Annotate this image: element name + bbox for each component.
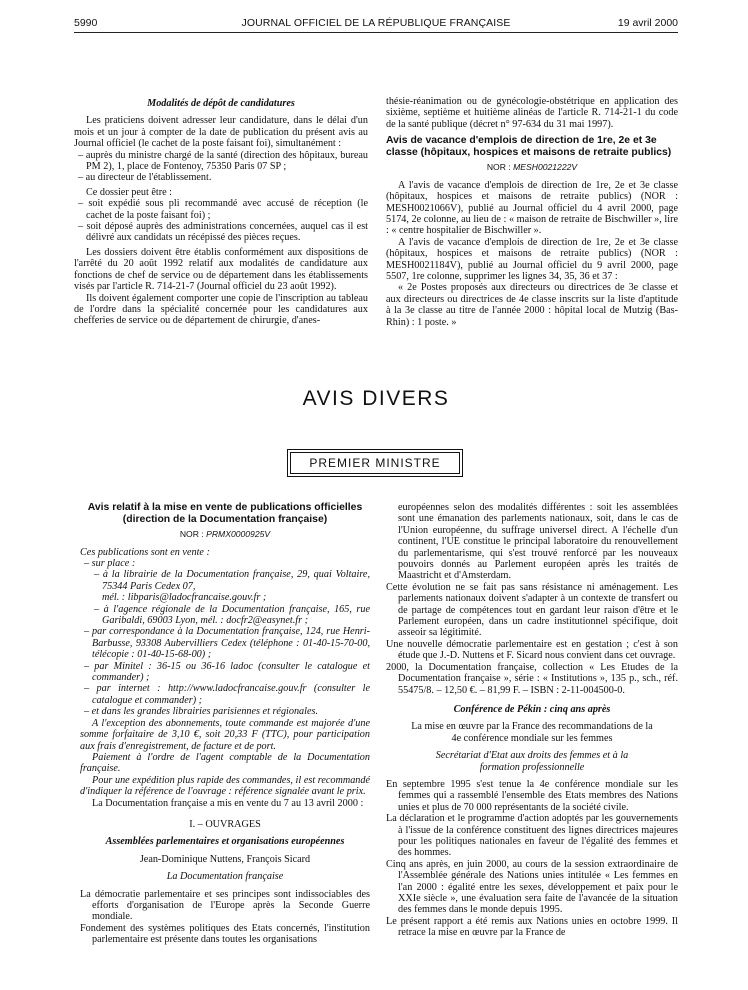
paragraph: A l'avis de vacance d'emplois de direction de 1re, 2e et 3e classe (hôpitaux, hospices et maisons de retraite publics) (NOR : MESH0021184V), publié au Journal officiel du 9 avril 2000, page 5507, 1re colonne, supprimer les lignes 34, 35, 36 et 37 : — [386, 236, 678, 283]
section-title: I. – OUVRAGES — [189, 818, 261, 830]
book-publisher: Secrétariat d'Etat aux droits des femmes et à la formation professionnelle — [435, 750, 629, 773]
paragraph: Cette évolution ne se fait pas sans résistance ni aménagement. Les parlements nationaux doivent s'adapter à un contexte de transfert ou de partage de compétences tout en gardant leur raison d'être et le Parlement européen, dans un cadre institutionnel spécifique, doit asseoir sa légitimité. — [386, 581, 678, 639]
paragraph: Les praticiens doivent adresser leur candidature, dans le délai d'un mois et un jour à compter de la date de publication du présent avis au Journal officiel (le cachet de la poste faisant foi), simultanément : — [74, 115, 368, 150]
nor-reference: NOR : MESH0021222V — [486, 162, 578, 173]
paragraph: Cinq ans après, en juin 2000, au cours de la session extraordinaire de l'Assemblée générale des Nations unies intitulée « Les femmes en l'an 2000 : égalité entre les sexes, développement et paix pour le XXIe siècle », une évaluation sera faite de l'avancée de la situation des femmes dans le monde depuis 1995. — [386, 858, 678, 916]
list-item: – à la librairie de la Documentation française, 29, quai Voltaire, 75344 Paris Cedex 07, — [94, 569, 370, 592]
list-item: – par Minitel : 36-15 ou 36-16 ladoc (consulter le catalogue et commander) ; — [84, 660, 370, 684]
paragraph: Ce dossier peut être : — [86, 186, 173, 198]
paragraph: Paiement à l'ordre de l'agent comptable de la Documentation française. — [80, 751, 370, 775]
paragraph: Les dossiers doivent être établis conformément aux dispositions de l'arrêté du 20 août 1992 relatif aux modalités de candidature aux fonctions de chef de service ou de département dans les établissements visés par l'article R. 714-21-7 (Journal officiel du 23 août 1992). — [74, 246, 368, 293]
paragraph: Une nouvelle démocratie parlementaire est en gestation ; c'est à son étude que J.-D. Nuttens et F. Sicard nous convient dans cet ouvrage. — [386, 638, 678, 662]
avis-divers-title: AVIS DIVERS — [302, 387, 450, 410]
paragraph: 2000, la Documentation française, collection « Les Etudes de la Documentation française », série : « Institutions », 135 p., sch., réf. 55475/8. – 12,50 €. – 81,99 F. – ISBN : 2-11-004500-0. — [386, 661, 678, 696]
paragraph: La déclaration et le programme d'action adoptés par les gouvernements à l'issue de la conférence constituent des lignes directrices majeures pour les politiques nationales en faveur de l'égalité des femmes et des hommes. — [386, 813, 678, 859]
journal-title: JOURNAL OFFICIEL DE LA RÉPUBLIQUE FRANÇAISE — [241, 17, 511, 29]
list-item: – par internet : http://www.ladocfrancaise.gouv.fr (consulter le catalogue et commander) ; — [84, 683, 370, 706]
list-item: – soit expédié sous pli recommandé avec accusé de réception (le cachet de la poste faisant foi) ; — [78, 198, 368, 221]
list-item: – soit déposé auprès des administrations concernées, auquel cas il est délivré aux candidats un récépissé des pièces reçues. — [78, 221, 368, 244]
paragraph: européennes selon des modalités différentes : soit les assemblées sont une émanation des parlements nationaux, soit, dans le cas de l'Union européenne, du suffrage universel direct. A l'échelle d'un continent, l'UE constitue le principal laboratoire du renouvellement du parlementarisme, qui s'est trouvé renforcé par les nouveaux pouvoirs donnés au Parlement européen après les traités de Maastricht et d'Amsterdam. — [398, 502, 678, 582]
paragraph: « 2e Postes proposés aux directeurs ou directrices de 3e classe et aux directeurs ou directrices de 4e classe inscrits sur la liste d'aptitude à la 3e classe au titre de l'année 2000 : hôpital local de Mutzig (Bas-Rhin) : 1 poste. » — [386, 282, 678, 328]
premier-ministre-box: PREMIER MINISTRE — [290, 452, 460, 474]
book-subtitle: La mise en œuvre par la France des recommandations de la 4e conférence mondiale sur les femmes — [411, 721, 653, 744]
nor-reference: NOR : PRMX0000925V — [179, 529, 271, 540]
nor-code: PRMX0000925V — [206, 529, 271, 540]
nor-code: MESH0021222V — [513, 162, 578, 173]
paragraph: Le présent rapport a été remis aux Nations unies en octobre 1999. Il retrace la mise en œuvre par la France de — [386, 915, 678, 939]
subsection-heading: Conférence de Pékin : cinq ans après — [453, 703, 611, 715]
bottom-right-column — [386, 502, 678, 939]
paragraph: thésie-réanimation ou de gynécologie-obstétrique en application des sixième, septième et huitième alinéas de l'article R. 714-21-1 du code de la santé publique (décret n° 97-634 du 31 mai 1997). — [386, 96, 678, 130]
paragraph: A l'exception des abonnements, toute commande est majorée d'une somme forfaitaire de 3,10 €, soit 20,33 F (TTC), pour participation aux frais d'enregistrement, de facture et de port. — [80, 717, 370, 752]
list-item: – sur place : — [84, 558, 136, 569]
paragraph: En septembre 1995 s'est tenue la 4e conférence mondiale sur les femmes qui a rassemblé l'ensemble des Etats membres des Nations unies et plus de 70 000 représentants de la société civile. — [386, 778, 678, 813]
paragraph: A l'avis de vacance d'emplois de direction de 1re, 2e et 3e classe (hôpitaux, hospices et maisons de retraite publics) (NOR : MESH0021066V), publié au Journal officiel du 4 avril 2000, page 5174, 2e colonne, au lieu de : « maison de retraite de Bischwiller », lire : « centre hospitalier de Bischwiller ». — [386, 179, 678, 237]
list-item: – auprès du ministre chargé de la santé (direction des hôpitaux, bureau PM 2), 1, place de Fontenoy, 75350 Paris 07 SP ; — [78, 149, 368, 173]
notice-heading: Avis de vacance d'emplois de direction de 1re, 2e et 3e classe (hôpitaux, hospices et maisons de retraite publics) — [386, 135, 672, 158]
bottom-left-column — [80, 502, 370, 946]
paragraph: Ces publications sont en vente : — [80, 546, 210, 558]
section-heading: Modalités de dépôt de candidatures — [147, 98, 295, 109]
header-rule — [74, 32, 678, 33]
notice-heading: Avis relatif à la mise en vente de publications officielles (direction de la Documentation française) — [87, 502, 363, 525]
subsection-heading: Assemblées parlementaires et organisations européennes — [105, 836, 345, 848]
paragraph: La Documentation française a mis en vente du 7 au 13 avril 2000 : — [92, 797, 364, 809]
paragraph: Ils doivent également comporter une copie de l'inscription au tableau de l'ordre dans la spécialité concernée pour les candidatures aux chefferies de service ou de département de chirurgie, d'anes- — [74, 292, 368, 327]
top-left-column — [74, 96, 368, 327]
book-authors: Jean-Dominique Nuttens, François Sicard — [139, 853, 311, 865]
top-right-column — [386, 96, 678, 328]
list-item: mél. : libparis@ladocfrancaise.gouv.fr ; — [102, 592, 267, 604]
page-number: 5990 — [74, 17, 98, 29]
list-item: – par correspondance à la Documentation française, 124, rue Henri-Barbusse, 93308 Aubervilliers Cedex (téléphone : 01-40-15-70-00, télécopie : 01-40-15-68-00) ; — [84, 626, 370, 661]
paragraph: Fondement des systèmes politiques des Etats concernés, l'institution parlementaire est présente dans toutes les organisations — [80, 922, 370, 946]
book-publisher: La Documentation française — [166, 871, 284, 883]
paragraph: La démocratie parlementaire et ses principes sont indissociables des efforts d'organisation de l'Europe après la Seconde Guerre mondiale. — [80, 888, 370, 923]
issue-date: 19 avril 2000 — [617, 17, 678, 29]
page-header — [74, 17, 678, 31]
paragraph: Pour une expédition plus rapide des commandes, il est recommandé d'indiquer la référence de l'ouvrage : référence signalée avant le prix. — [80, 774, 370, 798]
list-item: – et dans les grandes librairies parisiennes et régionales. — [84, 706, 319, 718]
list-item: – à l'agence régionale de la Documentation française, 165, rue Garibaldi, 69003 Lyon, mél. : docfr2@easynet.fr ; — [94, 603, 370, 627]
list-item: – au directeur de l'établissement. — [78, 172, 212, 184]
